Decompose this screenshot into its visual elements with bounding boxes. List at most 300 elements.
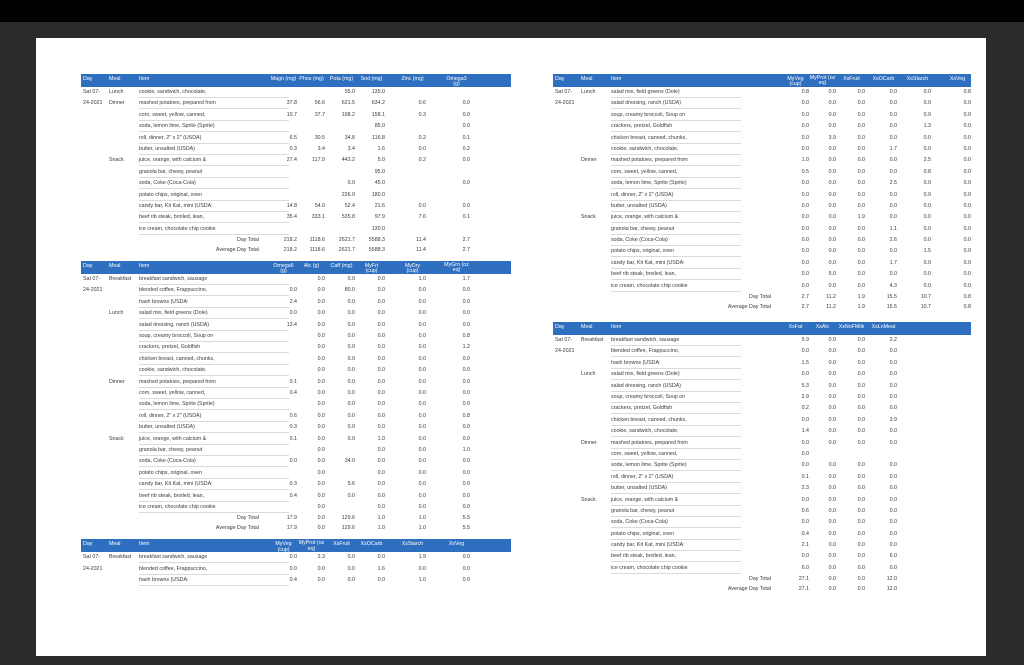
value-cell: 1.3 <box>923 123 931 130</box>
value-cell: 0.0 <box>462 157 470 164</box>
value-cell: 0.0 <box>828 89 836 95</box>
total-value: 1.9 <box>857 294 865 301</box>
value-cell: 0.0 <box>377 367 385 374</box>
value-cell: 0.0 <box>377 446 385 453</box>
value-cell: 3.9 <box>828 134 836 141</box>
value-cell: 0.0 <box>462 469 470 476</box>
table-row <box>553 87 971 98</box>
total-value: 10.7 <box>920 294 931 301</box>
total-label: Average Day Total <box>215 525 259 532</box>
value-cell: 0.8 <box>923 168 931 175</box>
value-cell: 0.0 <box>418 202 426 209</box>
total-value: 12.0 <box>886 576 897 583</box>
table-row <box>81 456 511 467</box>
total-value: 15.5 <box>886 304 897 311</box>
value-cell: 117.0 <box>312 157 325 164</box>
total-value: 11.4 <box>416 247 426 254</box>
value-cell: 0.0 <box>889 348 897 355</box>
value-cell: 0.0 <box>347 389 355 396</box>
table-row <box>553 269 971 280</box>
value-cell: 0.0 <box>317 333 325 340</box>
total-label: Average Day Total <box>727 304 771 311</box>
value-cell: 0.0 <box>801 519 809 526</box>
value-cell: 0.0 <box>828 439 836 446</box>
value-cell: 0.0 <box>377 469 385 476</box>
value-cell: 0.0 <box>801 134 809 141</box>
table-row <box>81 144 511 155</box>
table-row <box>81 422 511 433</box>
item-cell: hash browns (USDA: <box>139 299 289 308</box>
value-cell: 0.0 <box>462 503 470 510</box>
total-value: 2.7 <box>801 294 809 301</box>
value-cell: 0.0 <box>801 145 809 152</box>
table-row <box>81 365 511 376</box>
value-cell: 0.0 <box>889 100 897 107</box>
value-cell: 0.0 <box>418 298 426 305</box>
value-cell: 0.0 <box>857 168 865 175</box>
value-cell: 0.0 <box>801 271 809 278</box>
table-row <box>553 495 971 506</box>
table-row <box>553 110 971 121</box>
value-cell: 0.0 <box>462 202 470 209</box>
table-row <box>553 506 971 517</box>
item-cell: mashed potatoes, prepared from <box>139 379 289 388</box>
meal-cell: Dinner <box>581 157 597 164</box>
value-cell: 0.0 <box>889 111 897 118</box>
total-row <box>553 302 971 312</box>
item-cell: soda, lemon lime, Sprite (Sprite) <box>139 401 289 410</box>
item-cell: crackers, pretzel, Goldfish <box>611 123 741 132</box>
value-cell: 0.0 <box>418 287 426 294</box>
value-cell: 1.6 <box>377 145 385 152</box>
total-label: Day Total <box>237 237 259 244</box>
total-value: 27.1 <box>798 586 809 593</box>
column-header: Omega3 (g) <box>446 76 467 88</box>
table-row <box>81 479 511 490</box>
value-cell: 1.0 <box>418 577 426 584</box>
value-cell: 2.6 <box>889 237 897 244</box>
column-header: XsOCarb <box>872 76 895 82</box>
table-row <box>81 342 511 353</box>
value-cell: 0.0 <box>857 371 865 378</box>
value-cell: 97.9 <box>374 214 385 221</box>
value-cell: 0.0 <box>377 481 385 488</box>
value-cell: 0.0 <box>857 237 865 244</box>
value-cell: 34.8 <box>344 134 355 141</box>
value-cell: 0.0 <box>377 424 385 431</box>
value-cell: 2.3 <box>801 485 809 492</box>
value-cell: 0.2 <box>462 145 470 152</box>
item-cell: hash browns (USDA: <box>139 577 289 586</box>
total-value: 1.0 <box>418 525 426 532</box>
value-cell: 95.0 <box>374 168 385 175</box>
column-header: Meal <box>109 263 121 270</box>
value-cell: 0.0 <box>801 248 809 255</box>
value-cell: 226.0 <box>341 191 355 198</box>
value-cell: 0.0 <box>801 202 809 209</box>
value-cell: 116.8 <box>372 134 385 141</box>
value-cell: 0.0 <box>889 157 897 164</box>
table-row <box>81 212 511 223</box>
value-cell: 0.0 <box>801 439 809 446</box>
value-cell: 0.0 <box>857 473 865 480</box>
value-cell: 1.0 <box>418 276 426 283</box>
item-cell: juice, orange, with calcium & <box>611 214 741 223</box>
value-cell: 0.0 <box>418 469 426 476</box>
document-page <box>36 38 986 656</box>
value-cell: 108.2 <box>341 111 355 118</box>
value-cell: 0.0 <box>347 554 355 561</box>
table-row <box>553 449 971 460</box>
value-cell: 1.0 <box>462 446 470 453</box>
item-cell: corn, sweet, yellow, canned, <box>611 169 741 178</box>
value-cell: 0.0 <box>377 503 385 510</box>
item-cell: chicken breast, canned, chunks, <box>611 417 741 426</box>
value-cell: 0.0 <box>828 180 836 187</box>
table-row <box>553 212 971 223</box>
value-cell: 0.0 <box>828 393 836 400</box>
value-cell: 0.0 <box>963 271 971 278</box>
column-header: XsOCarb <box>360 541 383 548</box>
value-cell: 0.0 <box>857 462 865 469</box>
value-cell: 0.0 <box>377 412 385 419</box>
value-cell: 2.5 <box>889 180 897 187</box>
value-cell: 1.0 <box>801 157 809 164</box>
total-row <box>553 292 971 302</box>
item-cell: candy bar, Kit Kat, mini (USDA: <box>611 260 741 269</box>
value-cell: 0.0 <box>857 382 865 389</box>
value-cell: 1.4 <box>801 428 809 435</box>
total-value: 10.7 <box>920 304 931 311</box>
nutrient-table-section <box>81 261 511 533</box>
item-cell: corn, sweet, yellow, canned, <box>139 390 289 399</box>
value-cell: 0.0 <box>857 337 865 344</box>
column-header: Magn (mg) <box>270 76 297 82</box>
value-cell: 0.2 <box>418 134 426 141</box>
item-cell: roll, dinner, 2" x 2" (USDA) <box>611 474 741 483</box>
table-row <box>81 491 511 502</box>
value-cell: 443.2 <box>341 157 355 164</box>
value-cell: 0.0 <box>317 389 325 396</box>
value-cell: 0.0 <box>963 157 971 164</box>
value-cell: 0.0 <box>963 225 971 232</box>
table-row <box>81 110 511 121</box>
value-cell: 0.0 <box>857 145 865 152</box>
value-cell: 0.0 <box>857 496 865 503</box>
value-cell: 0.0 <box>857 225 865 232</box>
value-cell: 0.3 <box>418 111 426 118</box>
value-cell: 0.1 <box>801 473 809 480</box>
value-cell: 0.0 <box>857 259 865 266</box>
value-cell: 0.0 <box>377 389 385 396</box>
value-cell: 0.0 <box>857 348 865 355</box>
total-value: 1118.6 <box>309 247 325 254</box>
table-row <box>81 552 511 563</box>
value-cell: 0.0 <box>923 214 931 221</box>
value-cell: 1.5 <box>801 359 809 366</box>
value-cell: 0.0 <box>889 271 897 278</box>
item-cell: mashed potatoes, prepared from <box>611 157 741 166</box>
item-cell: soup, creamy broccoli, Soup on <box>139 333 289 342</box>
value-cell: 14.8 <box>286 202 297 209</box>
day-cell: 24-2021 <box>555 100 575 107</box>
value-cell: 0.0 <box>462 458 470 465</box>
value-cell: 0.0 <box>289 310 297 317</box>
value-cell: 35.4 <box>286 214 297 221</box>
column-header: XsAlc <box>815 324 830 331</box>
total-value: 0.0 <box>828 586 836 593</box>
value-cell: 0.0 <box>317 287 325 294</box>
value-cell: 0.0 <box>801 100 809 107</box>
column-header: Day <box>83 541 93 548</box>
value-cell: 0.0 <box>418 367 426 374</box>
value-cell: 0.0 <box>418 333 426 340</box>
value-cell: 0.0 <box>317 355 325 362</box>
table-row <box>553 190 971 201</box>
value-cell: 2.3 <box>317 554 325 561</box>
value-cell: 0.0 <box>828 259 836 266</box>
item-cell: candy bar, Kit Kat, mini (USDA: <box>139 481 289 490</box>
value-cell: 0.0 <box>418 565 426 572</box>
table-row <box>81 575 511 586</box>
value-cell: 0.0 <box>963 180 971 187</box>
value-cell: 0.0 <box>889 248 897 255</box>
value-cell: 1.7 <box>889 145 897 152</box>
column-header: Omega6 (g) <box>273 263 294 275</box>
table-header <box>81 74 511 87</box>
item-cell: crackers, pretzel, Goldfish <box>139 344 289 353</box>
meal-cell: Lunch <box>109 89 124 95</box>
value-cell: 0.0 <box>418 321 426 328</box>
column-header: XsNoFMilk <box>838 324 865 331</box>
value-cell: 634.2 <box>371 100 385 107</box>
value-cell: 0.0 <box>889 89 897 95</box>
value-cell: 3.4 <box>317 145 325 152</box>
item-cell: potato chips, original, oven <box>139 470 289 479</box>
value-cell: 7.6 <box>418 214 426 221</box>
total-value: 0.0 <box>857 576 865 583</box>
item-cell: corn, sweet, yellow, canned, <box>611 451 741 460</box>
item-cell: hash browns (USDA: <box>611 360 741 369</box>
total-value: 5588.3 <box>368 237 385 244</box>
table-row <box>81 434 511 445</box>
value-cell: 0.0 <box>963 100 971 107</box>
item-cell: soup, creamy broccoli, Soup on <box>611 112 741 121</box>
meal-cell: Lunch <box>581 371 596 378</box>
value-cell: 0.0 <box>857 100 865 107</box>
table-row <box>553 346 971 357</box>
value-cell: 6.0 <box>889 553 897 560</box>
value-cell: 0.0 <box>317 469 325 476</box>
item-cell: ice cream, chocolate chip cookie <box>611 565 741 574</box>
item-cell: ice cream, chocolate chip cookie <box>139 226 289 235</box>
value-cell: 0.0 <box>889 123 897 130</box>
column-header: XsStarch <box>401 541 424 548</box>
value-cell: 0.0 <box>801 462 809 469</box>
value-cell: 0.0 <box>377 298 385 305</box>
total-value: 0.0 <box>317 515 325 522</box>
value-cell: 45.0 <box>374 180 385 187</box>
item-cell: ice cream, chocolate chip cookie <box>139 504 289 513</box>
total-value: 1.0 <box>418 515 426 522</box>
value-cell: 0.0 <box>418 355 426 362</box>
value-cell: 0.0 <box>828 100 836 107</box>
item-cell: juice, orange, with calcium & <box>139 157 289 166</box>
value-cell: 0.0 <box>418 424 426 431</box>
item-cell: soda, lemon lime, Sprite (Sprite) <box>611 180 741 189</box>
table-header <box>553 322 971 335</box>
column-header: MyProt (oz eq) <box>809 75 836 87</box>
total-value: 17.9 <box>286 525 297 532</box>
value-cell: 0.0 <box>462 180 470 187</box>
item-cell: breakfast sandwich, sausage <box>611 337 741 346</box>
column-header: Caff (mg) <box>330 263 353 270</box>
meal-cell: Dinner <box>109 100 125 107</box>
table-row <box>81 201 511 212</box>
value-cell: 0.0 <box>923 202 931 209</box>
value-cell: 0.0 <box>347 577 355 584</box>
value-cell: 0.0 <box>963 202 971 209</box>
value-cell: 0.0 <box>923 225 931 232</box>
table-row <box>553 517 971 528</box>
table-row <box>553 98 971 109</box>
column-header: MyGrn (oz eq) <box>444 262 469 274</box>
value-cell: 0.0 <box>889 191 897 198</box>
meal-cell: Snack <box>109 157 124 164</box>
value-cell: 0.0 <box>317 503 325 510</box>
value-cell: 1.1 <box>889 225 897 232</box>
value-cell: 0.0 <box>857 271 865 278</box>
value-cell: 0.0 <box>418 389 426 396</box>
column-header: Meal <box>109 76 121 82</box>
value-cell: 0.0 <box>889 393 897 400</box>
value-cell: 0.0 <box>317 446 325 453</box>
value-cell: 0.0 <box>963 191 971 198</box>
value-cell: 0.0 <box>857 439 865 446</box>
table-row <box>81 121 511 132</box>
value-cell: 2.5 <box>923 157 931 164</box>
meal-cell: Breakfast <box>109 554 132 561</box>
table-row <box>553 483 971 494</box>
value-cell: 0.0 <box>828 359 836 366</box>
value-cell: 0.0 <box>923 282 931 289</box>
total-label: Average Day Total <box>727 586 771 593</box>
item-cell: blended coffee, Frappuccino, <box>611 348 741 357</box>
table-row <box>553 369 971 380</box>
value-cell: 2.1 <box>801 542 809 549</box>
value-cell: 0.5 <box>801 168 809 175</box>
total-value: 0.0 <box>857 586 865 593</box>
value-cell: 0.0 <box>418 435 426 442</box>
value-cell: 0.0 <box>923 134 931 141</box>
value-cell: 0.0 <box>963 259 971 266</box>
value-cell: 0.0 <box>889 134 897 141</box>
total-value: 0.0 <box>317 525 325 532</box>
item-cell: juice, orange, with calcium & <box>139 436 289 445</box>
column-header: MyDry (cup) <box>404 263 421 275</box>
column-header: Pota (mg) <box>329 76 354 82</box>
value-cell: 0.0 <box>462 367 470 374</box>
value-cell: 0.0 <box>801 259 809 266</box>
nutrient-table-section <box>553 322 971 594</box>
table-row <box>553 121 971 132</box>
column-header: MyVeg (cup) <box>275 541 292 553</box>
meal-cell: Dinner <box>581 439 597 446</box>
value-cell: 0.0 <box>289 287 297 294</box>
item-cell: soda, Coke (Coca-Cola) <box>611 519 741 528</box>
item-cell: chicken breast, canned, chunks, <box>611 135 741 144</box>
value-cell: 0.0 <box>317 378 325 385</box>
value-cell: 0.0 <box>889 564 897 571</box>
value-cell: 21.6 <box>374 202 385 209</box>
item-cell: salad dressing, ranch (USDA) <box>611 100 741 109</box>
value-cell: 0.0 <box>347 565 355 572</box>
value-cell: 0.0 <box>889 462 897 469</box>
day-cell: Sat 07- <box>83 89 101 95</box>
value-cell: 0.0 <box>377 378 385 385</box>
column-header: Item <box>139 76 150 82</box>
value-cell: 0.3 <box>289 424 297 431</box>
table-row <box>81 331 511 342</box>
meal-cell: Snack <box>581 496 596 503</box>
table-row <box>81 399 511 410</box>
value-cell: 0.0 <box>857 405 865 412</box>
table-row <box>81 285 511 296</box>
column-header: Item <box>611 76 622 82</box>
value-cell: 0.0 <box>317 321 325 328</box>
column-header: XsStarch <box>906 76 929 82</box>
column-header: XsVeg <box>448 541 465 548</box>
table-row <box>81 388 511 399</box>
column-header: Day <box>555 76 565 82</box>
value-cell: 0.0 <box>963 168 971 175</box>
value-cell: 0.0 <box>462 481 470 488</box>
table-row <box>553 281 971 292</box>
value-cell: 0.0 <box>801 416 809 423</box>
value-cell: 0.0 <box>923 145 931 152</box>
total-value: 27.1 <box>798 576 809 583</box>
right-column <box>553 74 971 600</box>
value-cell: 0.0 <box>828 485 836 492</box>
table-row <box>81 502 511 513</box>
total-value: 5588.3 <box>368 247 385 254</box>
value-cell: 37.8 <box>286 100 297 107</box>
item-cell: roll, dinner, 2" x 2" (USDA) <box>139 135 289 144</box>
table-row <box>81 178 511 189</box>
item-cell: blended coffee, Frappuccino, <box>139 287 289 296</box>
value-cell: 4.3 <box>889 282 897 289</box>
value-cell: 0.0 <box>347 401 355 408</box>
value-cell: 0.0 <box>347 492 355 499</box>
total-value: 11.2 <box>826 294 836 301</box>
value-cell: 0.0 <box>857 393 865 400</box>
column-header: XsFruit <box>843 76 860 82</box>
value-cell: 0.0 <box>377 401 385 408</box>
value-cell: 2.2 <box>889 337 897 344</box>
value-cell: 0.0 <box>418 344 426 351</box>
item-cell: roll, dinner, 2" x 2" (USDA) <box>139 413 289 422</box>
value-cell: 0.0 <box>377 310 385 317</box>
value-cell: 0.0 <box>857 157 865 164</box>
value-cell: 0.0 <box>462 577 470 584</box>
value-cell: 0.0 <box>347 310 355 317</box>
column-header: MyVeg (cup) <box>787 76 804 88</box>
value-cell: 0.0 <box>857 123 865 130</box>
item-cell: soup, creamy broccoli, Soup on <box>611 394 741 403</box>
value-cell: 0.6 <box>801 507 809 514</box>
value-cell: 0.0 <box>889 382 897 389</box>
value-cell: 0.0 <box>377 321 385 328</box>
